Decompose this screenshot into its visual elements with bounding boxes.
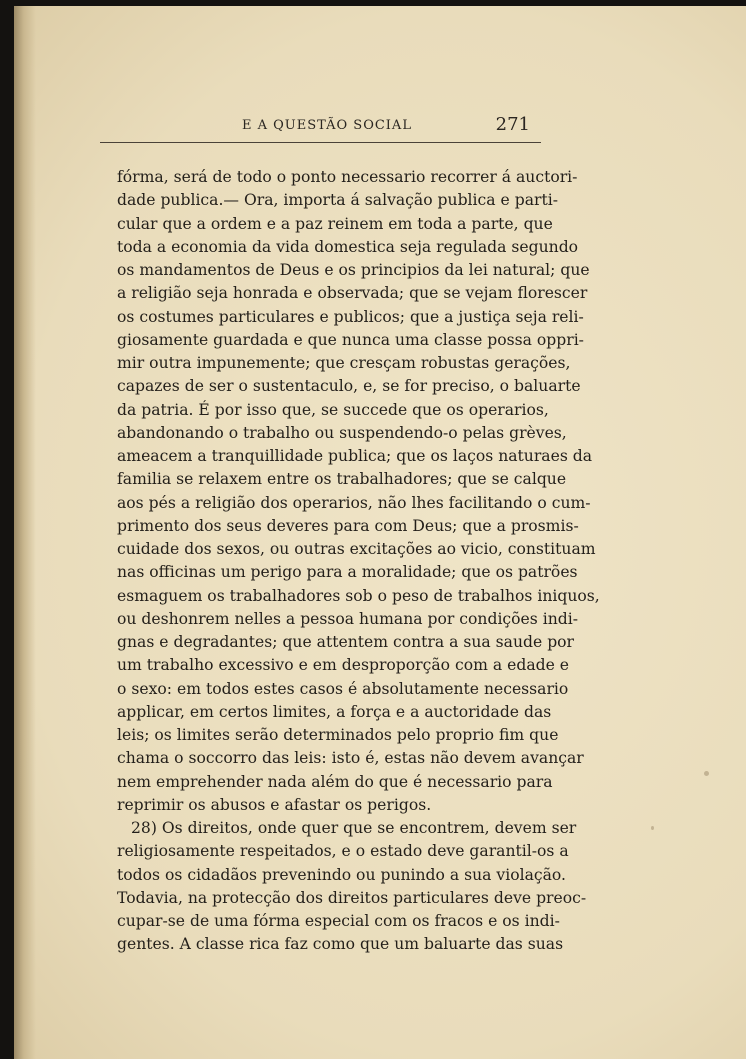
text-line: os costumes particulares e publicos; que a justiça seja reli- [117,307,584,326]
text-line: applicar, em certos limites, a força e a auctoridade das [117,702,552,721]
text-line: gnas e degradantes; que attentem contra a sua saude por [117,633,575,651]
running-title: E A QUESTÃO SOCIAL [242,118,412,133]
text-line: cuidade dos sexos, ou outras excitações ao vicio, constituam [117,540,596,558]
text-line: abandonando o trabalho ou suspendendo-o pelas grèves, [117,423,567,442]
text-line: primento dos seus deveres para com Deus; que a prosmis- [117,516,579,535]
text-line: aos pés a religião dos operarios, não lhes facilitando o cum- [117,493,591,512]
text-line: capazes de ser o sustentaculo, e, se for preciso, o baluarte [117,377,581,396]
text-line: toda a economia da vida domestica seja regulada segundo [117,237,579,256]
text-line: dade publica.— Ora, importa á salvação publica e parti- [117,191,558,210]
text-line: nem emprehender nada além do que é necessario para [117,772,553,791]
header-rule [100,142,541,143]
text-line: um trabalho excessivo e em desproporção com a edade e [117,656,570,675]
text-line: esmaguem os trabalhadores sob o peso de trabalhos iniquos, [117,586,600,605]
page-header [100,114,530,140]
text-line: Todavia, na protecção dos direitos particulares deve preoc- [117,888,587,907]
text-line: chama o soccorro das leis: isto é, estas não devem avançar [117,749,584,768]
text-line: religiosamente respeitados, e o estado deve garantil-os a [117,842,569,861]
text-line: gentes. A classe rica faz como que um baluarte das suas [117,935,564,954]
text-line: todos os cidadãos prevenindo ou punindo a sua violação. [117,865,566,884]
text-line: mir outra impunemente; que cresçam robustas gerações, [117,354,571,372]
text-line: familia se relaxem entre os trabalhadores; que se calque [117,470,567,489]
text-line: ou deshonrem nelles a pessoa humana por condições indi- [117,609,579,628]
text-line: leis; os limites serão determinados pelo proprio fim que [117,726,559,744]
text-line: os mandamentos de Deus e os principios da lei natural; que [117,261,590,279]
page-number: 271 [495,114,530,135]
text-line: cupar-se de uma fórma especial com os fracos e os indi- [117,912,560,930]
text-line: fórma, será de todo o ponto necessario recorrer á auctori- [117,168,578,186]
text-line: nas officinas um perigo para a moralidade; que os patrões [117,563,578,582]
spine-shadow [14,6,36,1059]
paper-spot [651,826,654,830]
text-line: da patria. É por isso que, se succede que os operarios, [117,400,549,419]
text-line: giosamente guardada e que nunca uma classe possa oppri- [117,330,584,349]
text-line: cular que a ordem e a paz reinem em toda a parte, que [117,214,553,233]
text-line: o sexo: em todos estes casos é absolutamente necessario [117,679,569,698]
text-line: a religião seja honrada e observada; que se vejam florescer [117,284,588,303]
text-line: ameacem a tranquillidade publica; que os laços naturaes da [117,447,593,465]
text-line-paragraph-start: 28) Os direitos, onde quer que se encontrem, devem ser [131,819,577,837]
body-text [117,166,600,957]
text-line-paragraph-end: reprimir os abusos e afastar os perigos. [117,795,432,814]
paper-spot [704,771,709,776]
